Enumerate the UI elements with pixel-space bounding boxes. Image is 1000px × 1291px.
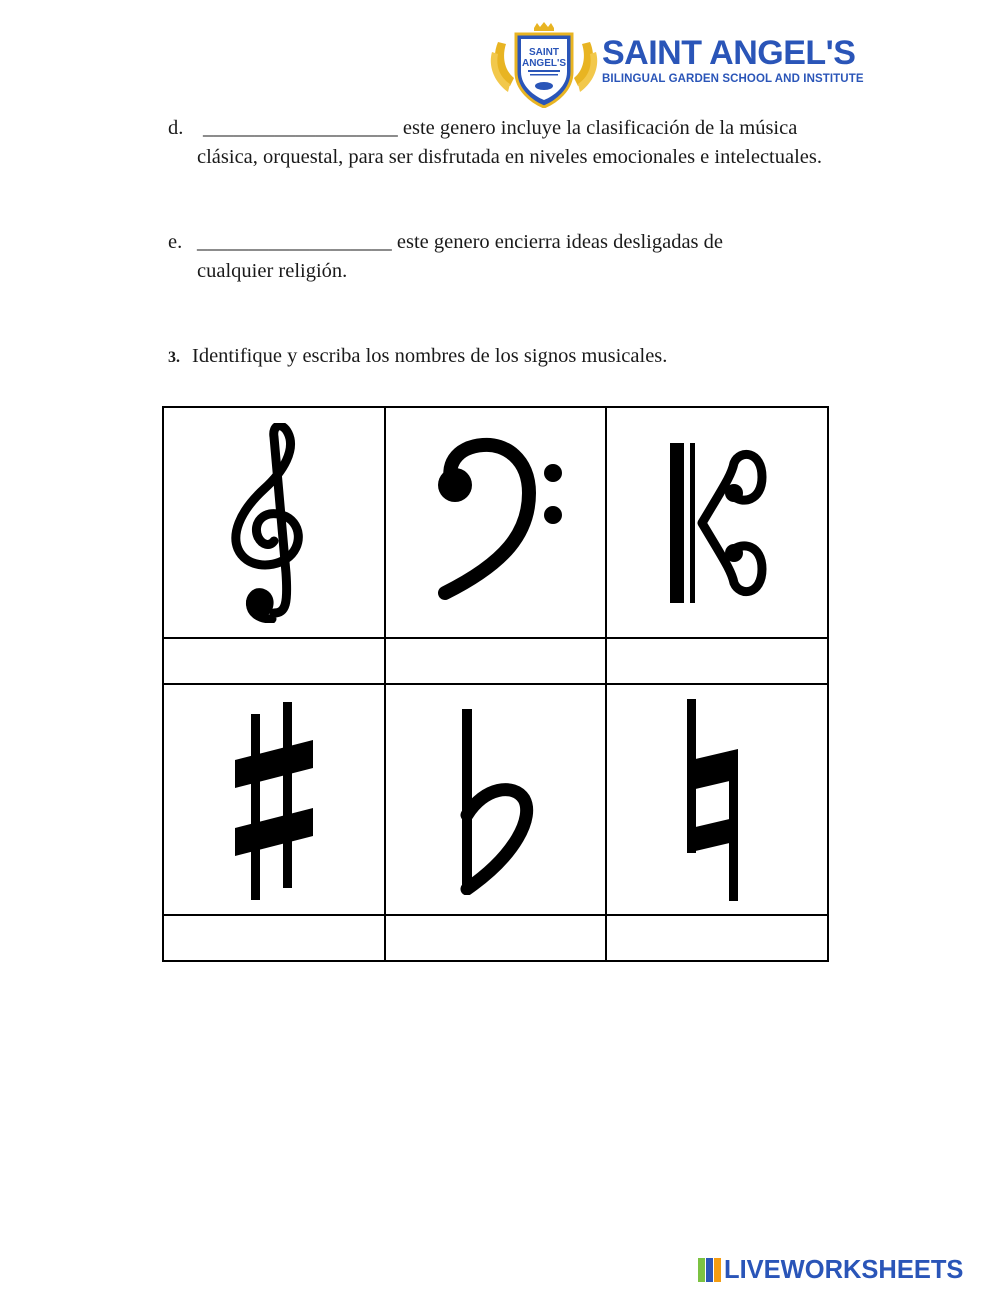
answer-blank[interactable]: ___________________ [197,231,392,253]
answer-cell-alto-clef[interactable] [606,638,828,684]
item-marker: e. [168,231,183,253]
answer-cell-natural[interactable] [606,915,828,961]
answer-cell-flat[interactable] [385,915,607,961]
answers-row [163,638,828,684]
liveworksheets-brand[interactable]: LIVEWORKSHEETS [724,1256,964,1284]
bass-clef-icon [425,433,565,613]
music-signs-table [162,406,829,962]
bass-clef-cell [385,407,607,638]
answer-cell-treble-clef[interactable] [163,638,385,684]
flat-icon [450,705,540,895]
item-body [197,114,847,171]
answer-cell-bass-clef[interactable] [385,638,607,684]
question-text: Identifique y escriba los nombres de los signos musicales. [192,345,668,367]
answer-blank[interactable]: ___________________ [203,117,398,139]
sharp-icon [229,700,319,900]
symbols-row [163,407,828,638]
item-text: este genero encierra ideas desligadas de cualquier religión. [197,231,724,282]
fish-icon [535,82,553,90]
item-body [197,228,797,285]
shield-text-line: ANGEL'S [521,58,567,69]
question-3 [168,342,667,372]
treble-clef-cell [163,407,385,638]
flat-cell [385,684,607,915]
shield-text-line: SAINT [529,47,559,58]
answer-cell-sharp[interactable] [163,915,385,961]
school-subtitle: BILINGUAL GARDEN SCHOOL AND INSTITUTE [602,73,864,85]
school-logo [490,22,870,108]
alto-clef-icon [662,433,772,613]
treble-clef-icon [224,423,324,623]
school-name: SAINT ANGEL'S [602,34,856,72]
liveworksheets-logo-icon [698,1258,722,1282]
answers-row [163,915,828,961]
question-number: 3. [168,349,180,366]
natural-cell [606,684,828,915]
school-shield-emblem [490,22,598,108]
crown-icon [534,22,554,31]
item-marker: d. [168,117,184,139]
sharp-cell [163,684,385,915]
natural-icon [677,695,757,905]
alto-clef-cell [606,407,828,638]
item-text: este genero incluye la clasificación de la música clásica, orquestal, para ser disfrutada en niveles emocionales e intelectuales. [197,117,822,168]
symbols-row [163,684,828,915]
